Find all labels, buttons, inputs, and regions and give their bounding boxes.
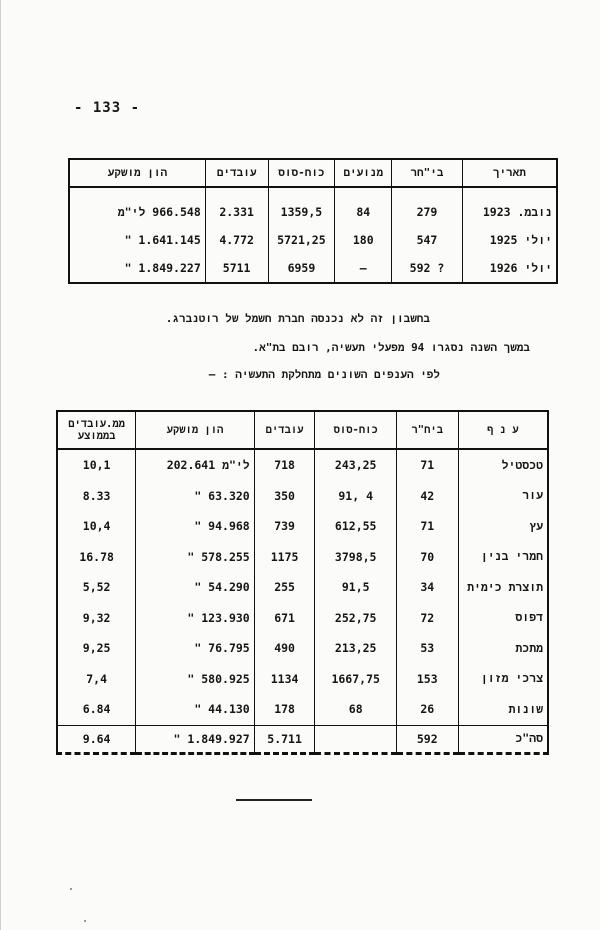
workers-cell: 2.331 (205, 187, 268, 226)
table1-header-row (69, 159, 557, 187)
total-capital-cell: " 1.849.927 (136, 725, 254, 753)
capital-cell: 202.641 לי"מ (136, 449, 254, 481)
horsepower-cell: 252,75 (315, 603, 397, 634)
avg-workers-cell: 10,1 (82, 458, 111, 473)
note-closed-factories: במשך השנה נסגרו 94 מפעלי תעשיה, רובם בת"א. (252, 341, 530, 354)
branch-cell: עץ (458, 511, 548, 542)
avg-workers-cell: 9,32 (82, 610, 111, 625)
avg-workers-cell: 10,4 (82, 519, 111, 534)
workers-cell: 178 (254, 694, 315, 725)
workers-cell: 718 (254, 449, 315, 481)
workers-cell: 1134 (254, 664, 315, 695)
table2-header-row (57, 411, 548, 449)
capital-cell: " 44.130 (136, 694, 254, 725)
header-workers: עובדים (205, 159, 268, 187)
page-number: - 133 - (74, 100, 141, 116)
horsepower-cell: 3798,5 (315, 542, 397, 573)
table-row (57, 694, 548, 725)
workers-cell: 5711 (205, 254, 268, 283)
capital-cell: " 578.255 (136, 542, 254, 573)
workers-cell: 1175 (254, 542, 315, 573)
workers-cell: 671 (254, 603, 315, 634)
workers-cell: 4.772 (205, 226, 268, 254)
header-horsepower: כוח-סוס (315, 411, 397, 449)
capital-cell: " 1.849.227 (124, 261, 201, 275)
horsepower-cell: 243,25 (315, 449, 397, 481)
header-factories: בי"חר (392, 159, 463, 187)
branch-cell: שונות (458, 694, 548, 725)
header-capital: הון מושקע (69, 159, 205, 187)
table-row (69, 254, 557, 283)
branch-cell: תוצרת כימית (458, 572, 548, 603)
table-row (57, 603, 548, 634)
header-avg-workers: ממ.עובדים בממוצע (57, 411, 136, 449)
total-row (57, 725, 548, 753)
table-row (57, 542, 548, 573)
table-row (57, 664, 548, 695)
branch-cell: טכסטיל (458, 449, 548, 481)
total-horsepower-cell (315, 725, 397, 753)
avg-workers-cell: 6.84 (82, 702, 111, 717)
capital-cell: " 123.930 (136, 603, 254, 634)
factories-cell: 547 (392, 226, 463, 254)
header-branch: ע נ ף (458, 411, 548, 449)
header-factories: ביח"ר (396, 411, 458, 449)
capital-cell: " 94.968 (136, 511, 254, 542)
capital-cell: " 580.925 (136, 664, 254, 695)
date-cell: נובמ. 1923 (462, 187, 557, 226)
table-row (69, 187, 557, 226)
horsepower-cell: 68 (315, 694, 397, 725)
page-edge (0, 0, 1, 930)
header-date: תאריך (462, 159, 557, 187)
branch-cell: דפוס (458, 603, 548, 634)
table-row (57, 449, 548, 481)
engines-cell: 180 (335, 226, 392, 254)
capital-cell: " 63.320 (136, 481, 254, 512)
factories-cell: 26 (396, 694, 458, 725)
note-rutenberg: בחשבון זה לא נכנסה חברת חשמל של רוטנברג. (165, 312, 430, 325)
branch-cell: חמרי בנין (458, 542, 548, 573)
capital-cell: 966.548 לי"מ (117, 204, 201, 219)
workers-cell: 255 (254, 572, 315, 603)
closing-rule (236, 799, 312, 801)
header-workers: עובדים (254, 411, 315, 449)
factories-cell: 279 (392, 187, 463, 226)
avg-workers-cell: 5,52 (82, 580, 111, 595)
table-row (57, 572, 548, 603)
factories-cell: 42 (396, 481, 458, 512)
table-row (57, 633, 548, 664)
table-row (57, 481, 548, 512)
horsepower-cell: 6959 (268, 254, 335, 283)
horsepower-cell: 91,5 (315, 572, 397, 603)
horsepower-cell: 612,55 (315, 511, 397, 542)
factories-cell: 71 (396, 449, 458, 481)
total-avg-workers-cell: 9.64 (57, 725, 136, 753)
branch-cell: מתכת (458, 633, 548, 664)
horsepower-cell: 1359,5 (268, 187, 335, 226)
workers-cell: 490 (254, 633, 315, 664)
total-factories-cell: 592 (396, 725, 458, 753)
factories-cell: 70 (396, 542, 458, 573)
branch-cell: עור (458, 481, 548, 512)
header-capital: הון מושקע (136, 411, 254, 449)
factories-cell: 153 (396, 664, 458, 695)
factories-cell: 71 (396, 511, 458, 542)
horsepower-cell: 1667,75 (315, 664, 397, 695)
engines-cell: 84 (335, 187, 392, 226)
total-workers-cell: 5.711 (254, 725, 315, 753)
total-branch-cell: סה"כ (458, 725, 548, 753)
branch-cell: צרכי מזון (458, 664, 548, 695)
workers-cell: 739 (254, 511, 315, 542)
date-cell: יולי 1925 (462, 226, 557, 254)
horsepower-cell: 91, 4 (315, 481, 397, 512)
horsepower-cell: 213,25 (315, 633, 397, 664)
factories-cell: 34 (396, 572, 458, 603)
workers-cell: 350 (254, 481, 315, 512)
table-row (69, 226, 557, 254)
capital-cell: " 76.795 (136, 633, 254, 664)
factories-by-date-table (68, 158, 558, 284)
engines-cell: — (335, 254, 392, 283)
note-by-branch: לפי הענפים השונים מתחלקת התעשיה : — (208, 368, 440, 381)
factories-cell: 53 (396, 633, 458, 664)
horsepower-cell: 5721,25 (268, 226, 335, 254)
factories-cell: 592 ? (392, 254, 463, 283)
avg-workers-cell: 7,4 (86, 671, 108, 686)
table-row (57, 511, 548, 542)
header-engines: מנועים (335, 159, 392, 187)
scan-speck (84, 920, 86, 922)
date-cell: יולי 1926 (462, 254, 557, 283)
factories-cell: 72 (396, 603, 458, 634)
avg-workers-cell: 9,25 (82, 641, 111, 656)
avg-workers-cell: 16.78 (79, 549, 114, 564)
scan-speck (70, 888, 72, 890)
avg-workers-cell: 8.33 (82, 488, 111, 503)
header-horsepower: כוח-סוס (268, 159, 335, 187)
capital-cell: " 54.290 (136, 572, 254, 603)
capital-cell: " 1.641.145 (124, 233, 201, 247)
industry-by-branch-table (56, 410, 549, 755)
